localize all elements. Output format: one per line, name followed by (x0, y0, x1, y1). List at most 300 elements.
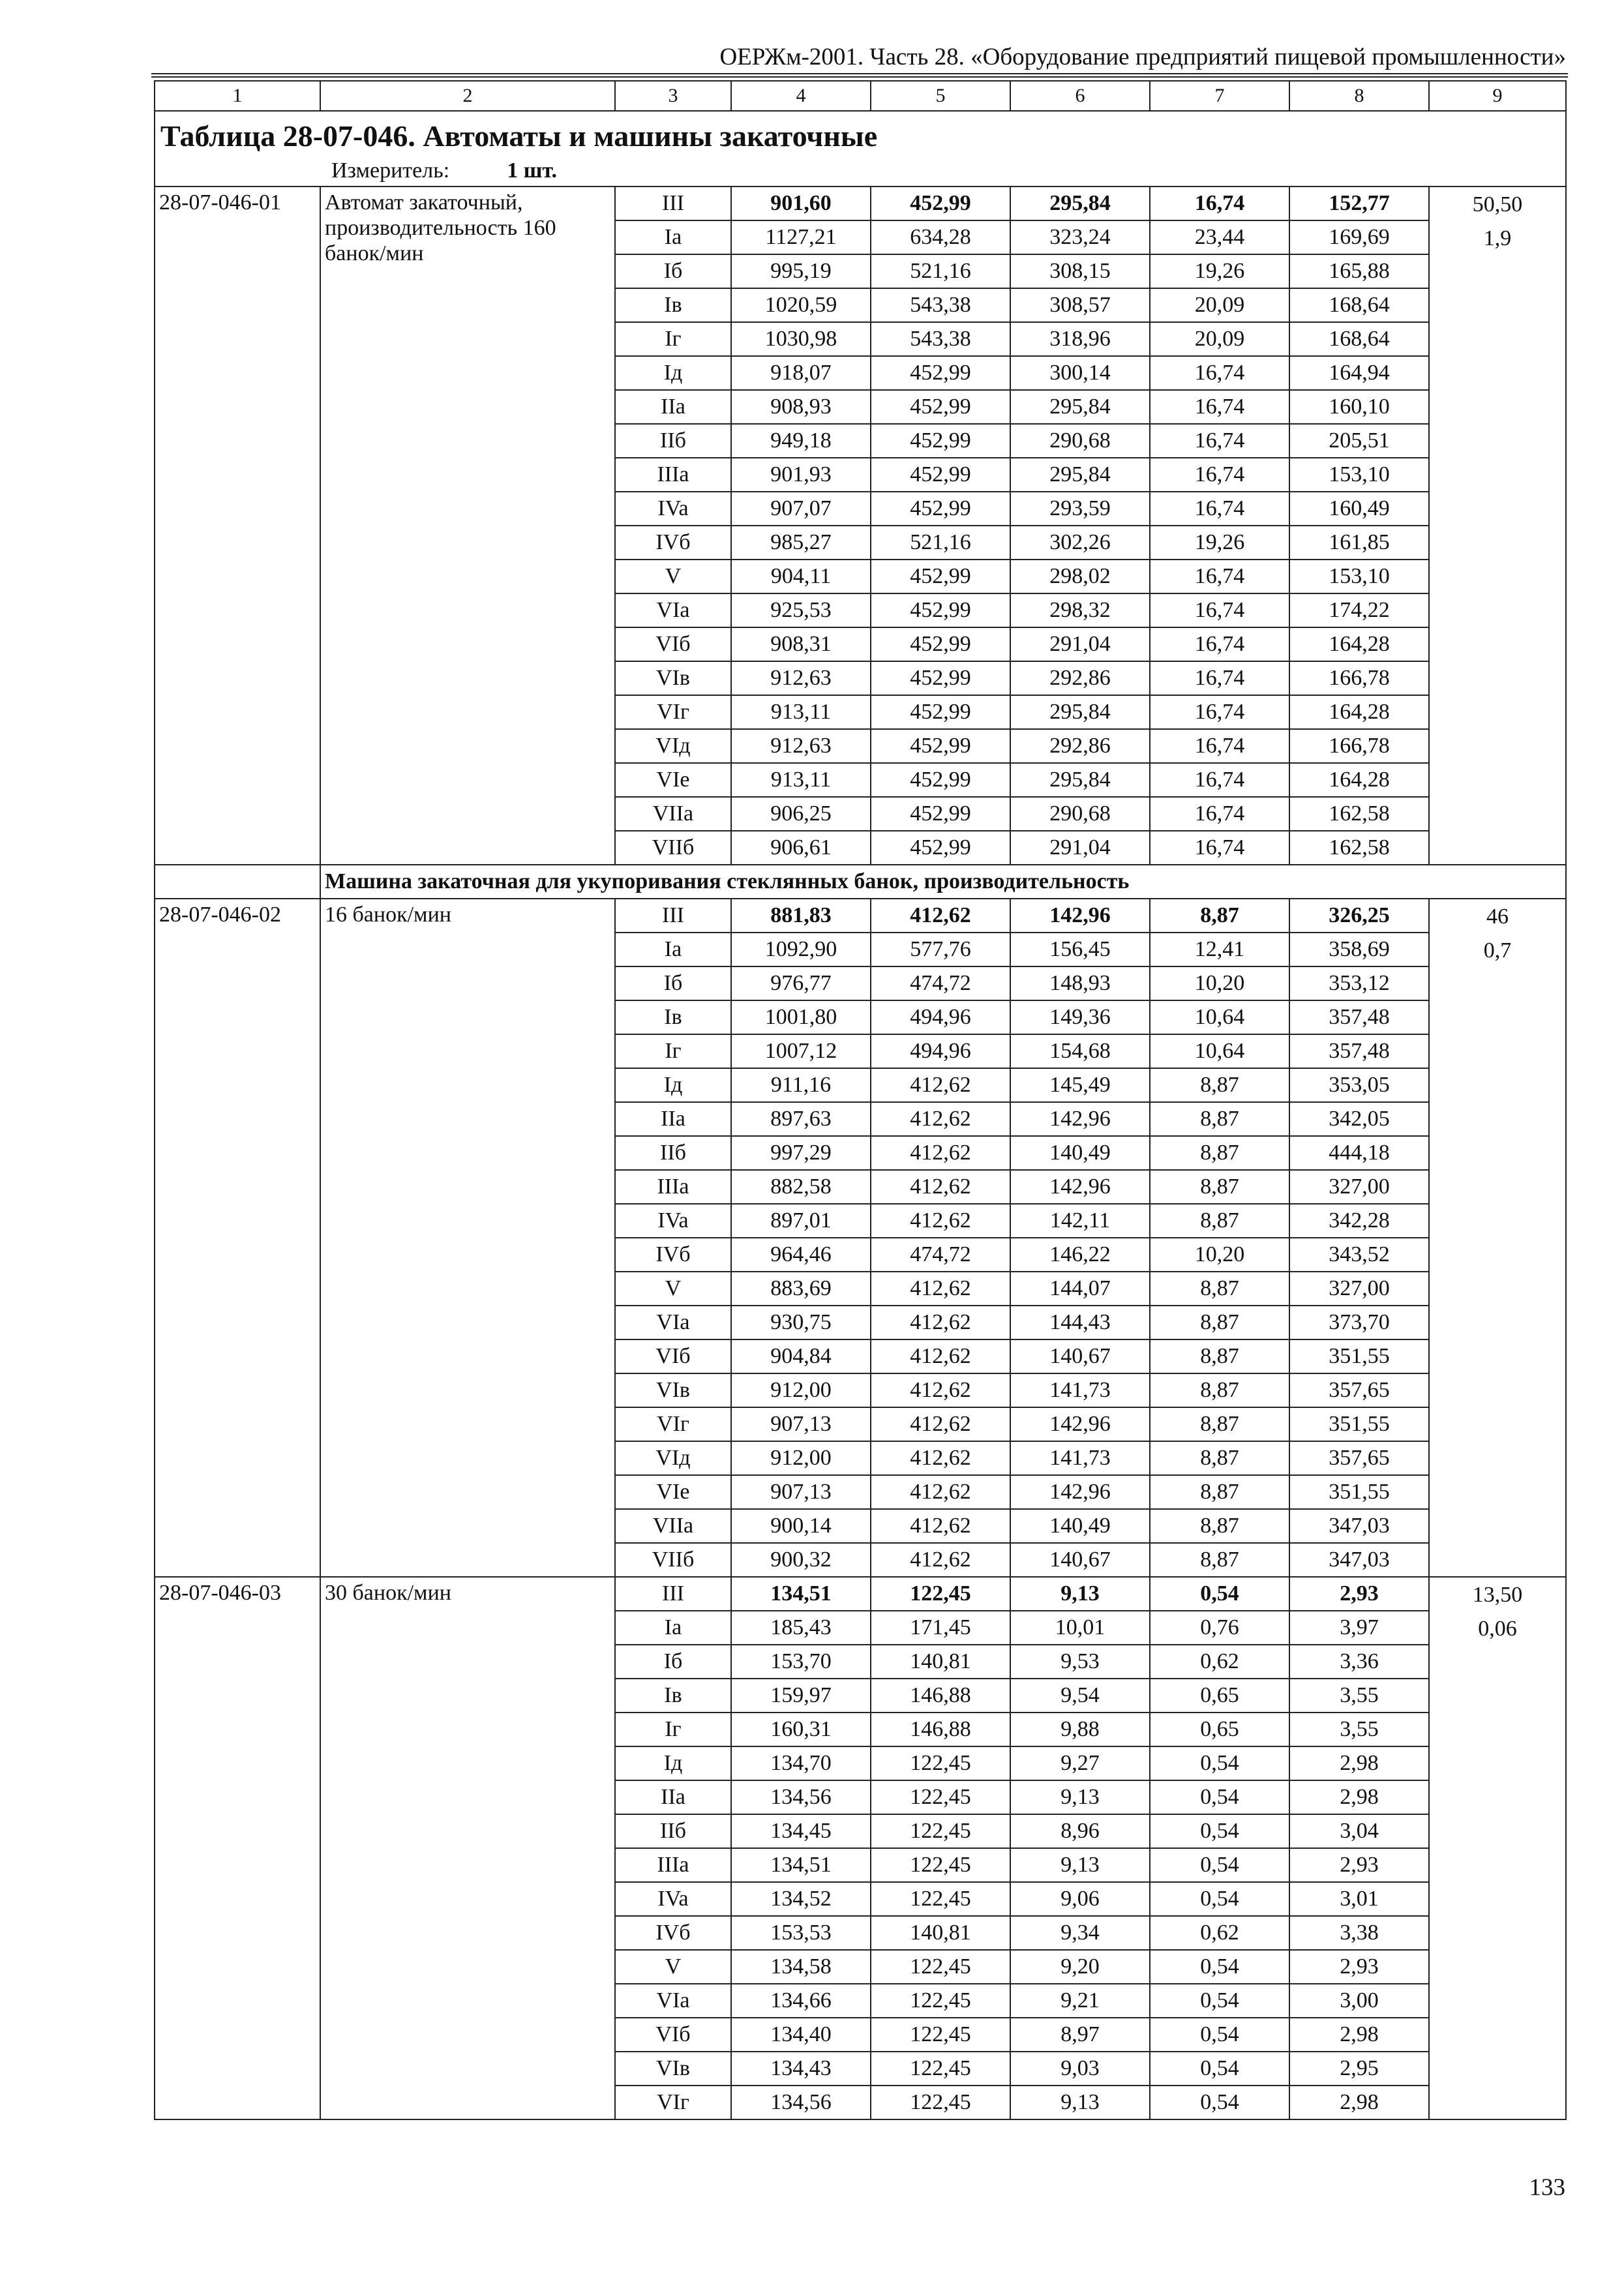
column-number-row (155, 81, 1566, 111)
column-number: 8 (1289, 81, 1429, 111)
value-cell: 146,88 (871, 1713, 1010, 1746)
value-cell: 412,62 (871, 1373, 1010, 1407)
value-cell: 0,54 (1150, 2086, 1289, 2119)
value-cell: 353,12 (1289, 966, 1429, 1000)
value-cell: 140,81 (871, 1645, 1010, 1679)
value-cell: 9,13 (1010, 2086, 1150, 2119)
value-cell: 543,38 (871, 288, 1010, 322)
value-cell: 452,99 (871, 797, 1010, 831)
value-cell: 577,76 (871, 933, 1010, 966)
value-cell: 291,04 (1010, 831, 1150, 865)
value-cell: 323,24 (1010, 220, 1150, 254)
value-cell: 19,26 (1150, 526, 1289, 560)
value-cell: 122,45 (871, 1780, 1010, 1814)
value-cell: 8,97 (1010, 2018, 1150, 2052)
value-cell: 452,99 (871, 763, 1010, 797)
value-cell: 906,61 (731, 831, 871, 865)
labor-value: 50,50 (1472, 192, 1523, 217)
value-cell: 9,54 (1010, 1679, 1150, 1713)
value-cell: 1127,21 (731, 220, 871, 254)
value-cell: 1092,90 (731, 933, 871, 966)
value-cell: 0,54 (1150, 1984, 1289, 2018)
zone-cell: IVб (615, 1916, 731, 1950)
zone-cell: Iд (615, 1068, 731, 1102)
zone-cell: VIe (615, 763, 731, 797)
zone-cell: IIa (615, 1102, 731, 1136)
value-cell: 908,31 (731, 627, 871, 661)
value-cell: 122,45 (871, 1577, 1010, 1611)
value-cell: 160,31 (731, 1713, 871, 1746)
value-cell: 8,87 (1150, 1441, 1289, 1475)
value-cell: 9,34 (1010, 1916, 1150, 1950)
value-cell: 918,07 (731, 356, 871, 390)
value-cell: 153,10 (1289, 458, 1429, 492)
value-cell: 0,62 (1150, 1916, 1289, 1950)
value-cell: 897,01 (731, 1204, 871, 1238)
value-cell: 444,18 (1289, 1136, 1429, 1170)
zone-cell: Iг (615, 322, 731, 356)
value-cell: 16,74 (1150, 390, 1289, 424)
value-cell: 140,49 (1010, 1509, 1150, 1543)
table-title: Таблица 28-07-046. Автоматы и машины закаточные (160, 119, 878, 153)
value-cell: 907,07 (731, 492, 871, 526)
value-cell: 153,53 (731, 1916, 871, 1950)
zone-cell: VIб (615, 1339, 731, 1373)
zone-cell: IIб (615, 1136, 731, 1170)
value-cell: 290,68 (1010, 797, 1150, 831)
value-cell: 9,13 (1010, 1848, 1150, 1882)
value-cell: 882,58 (731, 1170, 871, 1204)
zone-cell: Iб (615, 1645, 731, 1679)
subheader-row (155, 865, 1566, 899)
zone-cell: IIб (615, 1814, 731, 1848)
value-cell: 976,77 (731, 966, 871, 1000)
zone-cell: IIa (615, 390, 731, 424)
value-cell: 19,26 (1150, 254, 1289, 288)
value-cell: 295,84 (1010, 458, 1150, 492)
value-cell: 122,45 (871, 2086, 1010, 2119)
table-row (155, 187, 1566, 220)
zone-cell: VIб (615, 627, 731, 661)
value-cell: 140,67 (1010, 1339, 1150, 1373)
value-cell: 16,74 (1150, 831, 1289, 865)
zone-cell: VIIa (615, 797, 731, 831)
value-cell: 146,88 (871, 1679, 1010, 1713)
column-number: 6 (1010, 81, 1150, 111)
zone-cell: VIe (615, 1475, 731, 1509)
value-cell: 351,55 (1289, 1407, 1429, 1441)
value-cell: 357,65 (1289, 1373, 1429, 1407)
labor-value: 1,9 (1483, 226, 1512, 250)
value-cell: 300,14 (1010, 356, 1150, 390)
value-cell: 3,00 (1289, 1984, 1429, 2018)
value-cell: 164,28 (1289, 627, 1429, 661)
value-cell: 2,95 (1289, 2052, 1429, 2086)
value-cell: 8,96 (1010, 1814, 1150, 1848)
value-cell: 347,03 (1289, 1509, 1429, 1543)
zone-cell: IIIa (615, 458, 731, 492)
value-cell: 20,09 (1150, 288, 1289, 322)
value-cell: 134,45 (731, 1814, 871, 1848)
value-cell: 16,74 (1150, 356, 1289, 390)
value-cell: 168,64 (1289, 322, 1429, 356)
value-cell: 122,45 (871, 2018, 1010, 2052)
value-cell: 16,74 (1150, 797, 1289, 831)
value-cell: 141,73 (1010, 1373, 1150, 1407)
value-cell: 913,11 (731, 695, 871, 729)
value-cell: 964,46 (731, 1238, 871, 1272)
value-cell: 3,38 (1289, 1916, 1429, 1950)
value-cell: 0,54 (1150, 1950, 1289, 1984)
zone-cell: Iг (615, 1034, 731, 1068)
value-cell: 0,54 (1150, 1882, 1289, 1916)
value-cell: 12,41 (1150, 933, 1289, 966)
value-cell: 134,51 (731, 1848, 871, 1882)
value-cell: 298,02 (1010, 560, 1150, 593)
value-cell: 912,00 (731, 1441, 871, 1475)
value-cell: 2,93 (1289, 1950, 1429, 1984)
value-cell: 2,98 (1289, 2086, 1429, 2119)
value-cell: 122,45 (871, 1814, 1010, 1848)
zone-cell: IIa (615, 1780, 731, 1814)
zone-cell: V (615, 1272, 731, 1306)
zone-cell: VIд (615, 729, 731, 763)
value-cell: 292,86 (1010, 729, 1150, 763)
value-cell: 122,45 (871, 2052, 1010, 2086)
value-cell: 134,43 (731, 2052, 871, 2086)
zone-cell: Ia (615, 220, 731, 254)
zone-cell: IVa (615, 1204, 731, 1238)
value-cell: 452,99 (871, 831, 1010, 865)
value-cell: 16,74 (1150, 763, 1289, 797)
zone-cell: Ia (615, 933, 731, 966)
value-cell: 168,64 (1289, 288, 1429, 322)
value-cell: 16,74 (1150, 661, 1289, 695)
value-cell: 154,68 (1010, 1034, 1150, 1068)
value-cell: 153,10 (1289, 560, 1429, 593)
value-cell: 474,72 (871, 966, 1010, 1000)
value-cell: 904,84 (731, 1339, 871, 1373)
value-cell: 291,04 (1010, 627, 1150, 661)
value-cell: 8,87 (1150, 1306, 1289, 1339)
value-cell: 185,43 (731, 1611, 871, 1645)
value-cell: 412,62 (871, 1407, 1010, 1441)
value-cell: 452,99 (871, 695, 1010, 729)
value-cell: 881,83 (731, 899, 871, 933)
value-cell: 295,84 (1010, 187, 1150, 220)
value-cell: 142,96 (1010, 899, 1150, 933)
value-cell: 634,28 (871, 220, 1010, 254)
value-cell: 412,62 (871, 1136, 1010, 1170)
zone-cell: IVa (615, 492, 731, 526)
value-cell: 20,09 (1150, 322, 1289, 356)
value-cell: 8,87 (1150, 1475, 1289, 1509)
zone-cell: VIa (615, 1984, 731, 2018)
value-cell: 412,62 (871, 1441, 1010, 1475)
value-cell: 9,53 (1010, 1645, 1150, 1679)
value-cell: 16,74 (1150, 492, 1289, 526)
value-cell: 0,54 (1150, 2018, 1289, 2052)
value-cell: 1001,80 (731, 1000, 871, 1034)
value-cell: 8,87 (1150, 1509, 1289, 1543)
column-number: 2 (320, 81, 615, 111)
value-cell: 2,98 (1289, 1746, 1429, 1780)
column-number: 3 (615, 81, 731, 111)
zone-cell: III (615, 187, 731, 220)
zone-cell: III (615, 899, 731, 933)
value-cell: 1030,98 (731, 322, 871, 356)
value-cell: 122,45 (871, 1848, 1010, 1882)
value-cell: 16,74 (1150, 458, 1289, 492)
value-cell: 8,87 (1150, 1136, 1289, 1170)
value-cell: 3,97 (1289, 1611, 1429, 1645)
page-header: ОЕРЖм-2001. Часть 28. «Оборудование предприятий пищевой промышленности» (719, 44, 1566, 70)
value-cell: 913,11 (731, 763, 871, 797)
value-cell: 452,99 (871, 627, 1010, 661)
value-cell: 142,96 (1010, 1102, 1150, 1136)
value-cell: 308,57 (1010, 288, 1150, 322)
value-cell: 0,54 (1150, 1848, 1289, 1882)
value-cell: 521,16 (871, 254, 1010, 288)
value-cell: 171,45 (871, 1611, 1010, 1645)
value-cell: 412,62 (871, 1475, 1010, 1509)
value-cell: 142,11 (1010, 1204, 1150, 1238)
value-cell: 293,59 (1010, 492, 1150, 526)
value-cell: 494,96 (871, 1000, 1010, 1034)
rate-name: 30 банок/мин (320, 1577, 615, 2119)
labor-value: 46 (1486, 905, 1509, 929)
value-cell: 326,25 (1289, 899, 1429, 933)
labor-cell (1429, 187, 1566, 865)
labor-cell (1429, 899, 1566, 1577)
value-cell: 452,99 (871, 187, 1010, 220)
value-cell: 353,05 (1289, 1068, 1429, 1102)
value-cell: 10,01 (1010, 1611, 1150, 1645)
value-cell: 9,06 (1010, 1882, 1150, 1916)
value-cell: 142,96 (1010, 1475, 1150, 1509)
value-cell: 2,98 (1289, 1780, 1429, 1814)
value-cell: 912,00 (731, 1373, 871, 1407)
value-cell: 16,74 (1150, 695, 1289, 729)
rate-name: 16 банок/мин (320, 899, 615, 1577)
value-cell: 474,72 (871, 1238, 1010, 1272)
value-cell: 134,40 (731, 2018, 871, 2052)
title-row (155, 111, 1566, 187)
zone-cell: VIIб (615, 1543, 731, 1577)
value-cell: 142,96 (1010, 1170, 1150, 1204)
value-cell: 357,48 (1289, 1000, 1429, 1034)
value-cell: 452,99 (871, 390, 1010, 424)
value-cell: 412,62 (871, 1543, 1010, 1577)
zone-cell: Ia (615, 1611, 731, 1645)
value-cell: 140,49 (1010, 1136, 1150, 1170)
value-cell: 0,65 (1150, 1679, 1289, 1713)
subheader-empty (155, 865, 320, 899)
value-cell: 166,78 (1289, 661, 1429, 695)
zone-cell: IIIa (615, 1170, 731, 1204)
value-cell: 23,44 (1150, 220, 1289, 254)
labor-cell (1429, 1577, 1566, 2119)
value-cell: 452,99 (871, 424, 1010, 458)
zone-cell: VIг (615, 1407, 731, 1441)
value-cell: 900,14 (731, 1509, 871, 1543)
value-cell: 140,67 (1010, 1543, 1150, 1577)
value-cell: 9,88 (1010, 1713, 1150, 1746)
value-cell: 1007,12 (731, 1034, 871, 1068)
value-cell: 907,13 (731, 1475, 871, 1509)
column-number: 1 (155, 81, 320, 111)
value-cell: 9,27 (1010, 1746, 1150, 1780)
value-cell: 149,36 (1010, 1000, 1150, 1034)
value-cell: 906,25 (731, 797, 871, 831)
zone-cell: IVa (615, 1882, 731, 1916)
value-cell: 452,99 (871, 661, 1010, 695)
value-cell: 16,74 (1150, 729, 1289, 763)
value-cell: 165,88 (1289, 254, 1429, 288)
value-cell: 908,93 (731, 390, 871, 424)
value-cell: 144,07 (1010, 1272, 1150, 1306)
value-cell: 8,87 (1150, 1272, 1289, 1306)
rate-name: Автомат закаточный, производительность 160 банок/мин (320, 187, 615, 865)
value-cell: 901,93 (731, 458, 871, 492)
subheader-text: Машина закаточная для укупоривания стеклянных банок, производительность (320, 865, 1566, 899)
zone-cell: VIд (615, 1441, 731, 1475)
value-cell: 134,58 (731, 1950, 871, 1984)
value-cell: 373,70 (1289, 1306, 1429, 1339)
value-cell: 2,93 (1289, 1577, 1429, 1611)
value-cell: 122,45 (871, 1746, 1010, 1780)
value-cell: 122,45 (871, 1882, 1010, 1916)
zone-cell: Iв (615, 1679, 731, 1713)
value-cell: 342,05 (1289, 1102, 1429, 1136)
value-cell: 900,32 (731, 1543, 871, 1577)
zone-cell: VIг (615, 695, 731, 729)
value-cell: 174,22 (1289, 593, 1429, 627)
value-cell: 161,85 (1289, 526, 1429, 560)
value-cell: 343,52 (1289, 1238, 1429, 1272)
value-cell: 995,19 (731, 254, 871, 288)
column-number: 9 (1429, 81, 1566, 111)
zone-cell: IVб (615, 1238, 731, 1272)
labor-value: 0,06 (1478, 1617, 1517, 1641)
value-cell: 907,13 (731, 1407, 871, 1441)
rate-code: 28-07-046-01 (155, 187, 320, 865)
value-cell: 318,96 (1010, 322, 1150, 356)
value-cell: 0,54 (1150, 1780, 1289, 1814)
zone-cell: IIб (615, 424, 731, 458)
value-cell: 159,97 (731, 1679, 871, 1713)
value-cell: 412,62 (871, 1306, 1010, 1339)
value-cell: 8,87 (1150, 1339, 1289, 1373)
measure-line (331, 156, 1560, 186)
zone-cell: V (615, 560, 731, 593)
value-cell: 134,52 (731, 1882, 871, 1916)
zone-cell: VIв (615, 2052, 731, 2086)
value-cell: 164,28 (1289, 695, 1429, 729)
value-cell: 3,55 (1289, 1679, 1429, 1713)
table-caption (155, 111, 1566, 187)
value-cell: 997,29 (731, 1136, 871, 1170)
value-cell: 16,74 (1150, 560, 1289, 593)
value-cell: 144,43 (1010, 1306, 1150, 1339)
column-number: 7 (1150, 81, 1289, 111)
value-cell: 134,56 (731, 2086, 871, 2119)
zone-cell: VIIa (615, 1509, 731, 1543)
zone-cell: VIг (615, 2086, 731, 2119)
zone-cell: Iд (615, 1746, 731, 1780)
value-cell: 8,87 (1150, 1068, 1289, 1102)
value-cell: 1020,59 (731, 288, 871, 322)
zone-cell: V (615, 1950, 731, 1984)
value-cell: 10,64 (1150, 1034, 1289, 1068)
value-cell: 8,87 (1150, 1102, 1289, 1136)
value-cell: 0,54 (1150, 1746, 1289, 1780)
value-cell: 452,99 (871, 560, 1010, 593)
column-number: 4 (731, 81, 871, 111)
value-cell: 3,01 (1289, 1882, 1429, 1916)
value-cell: 10,20 (1150, 966, 1289, 1000)
value-cell: 164,28 (1289, 763, 1429, 797)
value-cell: 883,69 (731, 1272, 871, 1306)
value-cell: 543,38 (871, 322, 1010, 356)
value-cell: 302,26 (1010, 526, 1150, 560)
zone-cell: VIв (615, 1373, 731, 1407)
value-cell: 0,54 (1150, 1577, 1289, 1611)
value-cell: 452,99 (871, 458, 1010, 492)
value-cell: 3,04 (1289, 1814, 1429, 1848)
zone-cell: Iв (615, 288, 731, 322)
value-cell: 142,96 (1010, 1407, 1150, 1441)
value-cell: 9,13 (1010, 1780, 1150, 1814)
value-cell: 925,53 (731, 593, 871, 627)
value-cell: 205,51 (1289, 424, 1429, 458)
value-cell: 2,93 (1289, 1848, 1429, 1882)
zone-cell: Iв (615, 1000, 731, 1034)
value-cell: 912,63 (731, 661, 871, 695)
value-cell: 911,16 (731, 1068, 871, 1102)
value-cell: 521,16 (871, 526, 1010, 560)
value-cell: 327,00 (1289, 1272, 1429, 1306)
value-cell: 452,99 (871, 593, 1010, 627)
value-cell: 8,87 (1150, 1407, 1289, 1441)
value-cell: 141,73 (1010, 1441, 1150, 1475)
value-cell: 904,11 (731, 560, 871, 593)
value-cell: 2,98 (1289, 2018, 1429, 2052)
value-cell: 9,21 (1010, 1984, 1150, 2018)
value-cell: 412,62 (871, 1204, 1010, 1238)
value-cell: 347,03 (1289, 1543, 1429, 1577)
value-cell: 148,93 (1010, 966, 1150, 1000)
value-cell: 122,45 (871, 1950, 1010, 1984)
header-rule-top (151, 73, 1568, 74)
zone-cell: IIIa (615, 1848, 731, 1882)
value-cell: 0,54 (1150, 2052, 1289, 2086)
zone-cell: III (615, 1577, 731, 1611)
value-cell: 412,62 (871, 1170, 1010, 1204)
value-cell: 156,45 (1010, 933, 1150, 966)
zone-cell: VIб (615, 2018, 731, 2052)
value-cell: 160,10 (1289, 390, 1429, 424)
value-cell: 897,63 (731, 1102, 871, 1136)
value-cell: 16,74 (1150, 593, 1289, 627)
value-cell: 912,63 (731, 729, 871, 763)
zone-cell: IVб (615, 526, 731, 560)
value-cell: 122,45 (871, 1984, 1010, 2018)
value-cell: 295,84 (1010, 390, 1150, 424)
zone-cell: VIa (615, 1306, 731, 1339)
labor-value: 13,50 (1472, 1583, 1523, 1607)
value-cell: 3,36 (1289, 1645, 1429, 1679)
